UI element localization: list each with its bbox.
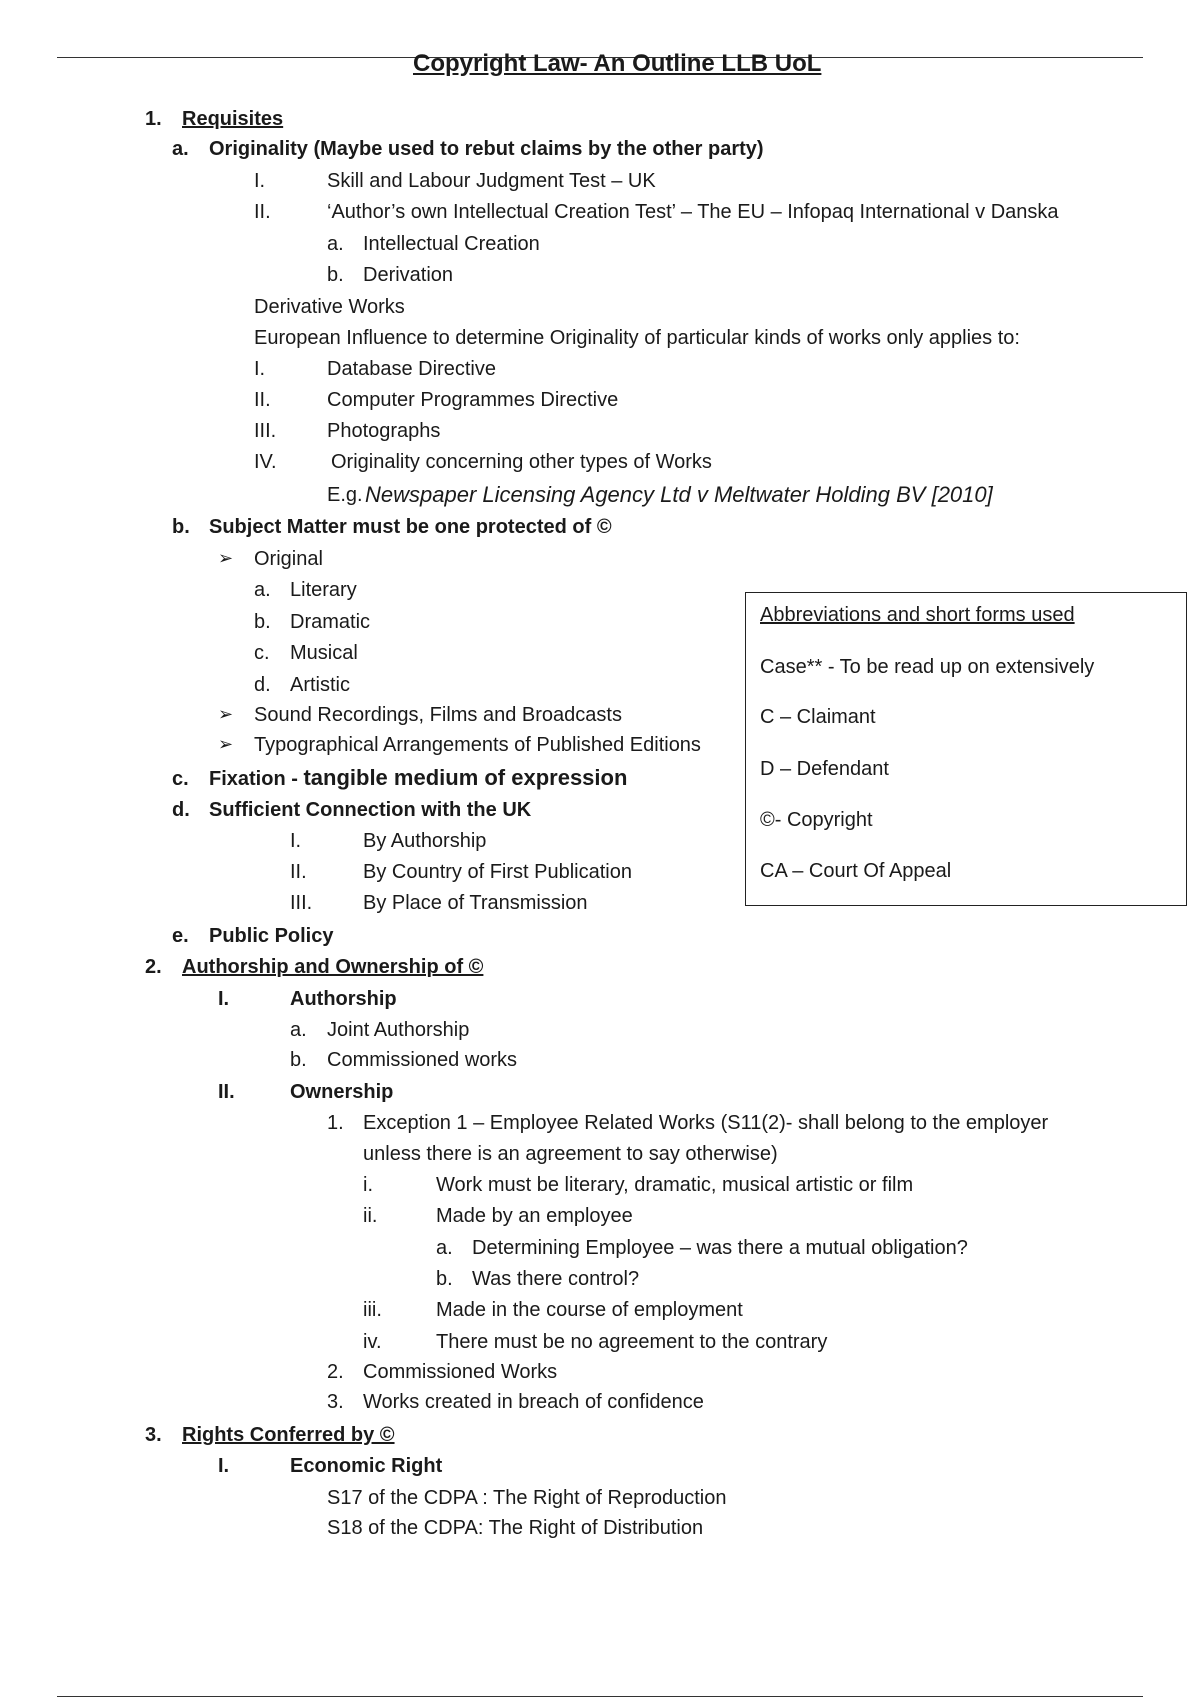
letter-label: a.: [254, 579, 271, 601]
list-item: Typographical Arrangements of Published Editions: [254, 734, 701, 756]
list-item: Work must be literary, dramatic, musical artistic or film: [436, 1174, 914, 1196]
list-item: Musical: [290, 642, 358, 664]
item-d-label: d.: [172, 799, 190, 821]
roman-numeral: i.: [363, 1174, 373, 1196]
arrow-bullet-icon: ➢: [218, 548, 234, 568]
section-1-number: 1.: [145, 108, 162, 130]
arrow-bullet-icon: ➢: [218, 704, 234, 724]
item-c-text: [209, 767, 627, 789]
list-item: ‘Author’s own Intellectual Creation Test’ – The EU – Infopaq International v Danska: [327, 201, 1059, 223]
letter-label: b.: [327, 264, 344, 286]
list-item: Database Directive: [327, 358, 496, 380]
roman-numeral: iv.: [363, 1331, 382, 1353]
roman-numeral: III.: [254, 420, 277, 442]
abbreviations-box: [745, 592, 1187, 906]
roman-numeral: II.: [218, 1081, 235, 1103]
roman-numeral: II.: [254, 201, 271, 223]
abbreviation-item: D – Defendant: [760, 758, 889, 780]
item-a-label: a.: [172, 138, 189, 160]
list-item: Intellectual Creation: [363, 233, 540, 255]
number-label: 3.: [327, 1391, 344, 1413]
letter-label: b.: [436, 1268, 453, 1290]
footer-rule: [57, 1696, 1143, 1697]
list-item: Photographs: [327, 420, 441, 442]
list-item: By Place of Transmission: [363, 892, 588, 914]
roman-numeral: I.: [254, 358, 266, 380]
letter-label: b.: [290, 1049, 307, 1071]
item-e-text: Public Policy: [209, 925, 334, 947]
roman-numeral: I.: [218, 1455, 230, 1477]
roman-numeral: IV.: [254, 451, 277, 473]
list-item: Joint Authorship: [327, 1019, 470, 1041]
arrow-bullet-icon: ➢: [218, 734, 234, 754]
section-2-number: 2.: [145, 956, 162, 978]
item-d-text: Sufficient Connection with the UK: [209, 799, 532, 821]
item-b-text: Subject Matter must be one protected of ©: [209, 516, 612, 538]
roman-numeral: iii.: [363, 1299, 382, 1321]
number-label: 1.: [327, 1112, 344, 1134]
text-line: S18 of the CDPA: The Right of Distribution: [327, 1517, 704, 1539]
text-line: Derivative Works: [254, 296, 405, 318]
roman-numeral: III.: [290, 892, 313, 914]
subheading-economic-right: Economic Right: [290, 1455, 443, 1477]
section-3-heading: Rights Conferred by ©: [182, 1424, 395, 1446]
section-3-number: 3.: [145, 1424, 162, 1446]
subheading-authorship: Authorship: [290, 988, 397, 1010]
abbreviation-item: ©- Copyright: [760, 809, 873, 831]
page-title: Copyright Law- An Outline LLB UoL: [413, 50, 822, 77]
item-b-label: b.: [172, 516, 190, 538]
list-item: Derivation: [363, 264, 454, 286]
list-item: There must be no agreement to the contrary: [436, 1331, 828, 1353]
list-item: Was there control?: [472, 1268, 640, 1290]
example-prefix: E.g.: [327, 484, 363, 506]
letter-label: d.: [254, 674, 271, 696]
abbreviation-item: CA – Court Of Appeal: [760, 860, 952, 882]
list-item: Computer Programmes Directive: [327, 389, 619, 411]
list-item: By Authorship: [363, 830, 487, 852]
list-item: Determining Employee – was there a mutual obligation?: [472, 1237, 968, 1259]
list-item: Sound Recordings, Films and Broadcasts: [254, 704, 622, 726]
abbreviations-heading: Abbreviations and short forms used: [760, 604, 1075, 626]
list-item: Works created in breach of confidence: [363, 1391, 704, 1413]
letter-label: a.: [436, 1237, 453, 1259]
roman-numeral: I.: [218, 988, 230, 1010]
letter-label: b.: [254, 611, 271, 633]
item-a-text: Originality (Maybe used to rebut claims by the other party): [209, 138, 764, 160]
section-1-heading: Requisites: [182, 108, 284, 130]
subheading-ownership: Ownership: [290, 1081, 394, 1103]
example-case: Newspaper Licensing Agency Ltd v Meltwater Holding BV [2010]: [365, 482, 993, 507]
abbreviation-item: Case** - To be read up on extensively: [760, 656, 1095, 678]
list-item: Commissioned Works: [363, 1361, 558, 1383]
list-item: Literary: [290, 579, 357, 601]
list-item: Made in the course of employment: [436, 1299, 743, 1321]
letter-label: a.: [327, 233, 344, 255]
roman-numeral: I.: [290, 830, 302, 852]
text-line: European Influence to determine Originality of particular kinds of works only applies to:: [254, 327, 1020, 349]
list-item: Artistic: [290, 674, 350, 696]
list-item: Made by an employee: [436, 1205, 633, 1227]
list-item: Exception 1 – Employee Related Works (S11(2)- shall belong to the employer: [363, 1112, 1049, 1134]
letter-label: a.: [290, 1019, 307, 1041]
roman-numeral: II.: [254, 389, 271, 411]
list-item-continuation: unless there is an agreement to say otherwise): [363, 1143, 778, 1165]
roman-numeral: II.: [290, 861, 307, 883]
list-item: Original: [254, 548, 323, 570]
letter-label: c.: [254, 642, 270, 664]
list-item: Dramatic: [290, 611, 371, 633]
item-c-emphasis: tangible medium of expression: [303, 765, 628, 790]
list-item: Skill and Labour Judgment Test – UK: [327, 170, 656, 192]
text-line: S17 of the CDPA : The Right of Reproduction: [327, 1487, 727, 1509]
item-e-label: e.: [172, 925, 189, 947]
list-item: Originality concerning other types of Works: [331, 451, 712, 473]
abbreviation-item: C – Claimant: [760, 706, 876, 728]
list-item: Commissioned works: [327, 1049, 518, 1071]
item-c-lead: Fixation -: [209, 768, 304, 790]
roman-numeral: I.: [254, 170, 266, 192]
number-label: 2.: [327, 1361, 344, 1383]
item-c-label: c.: [172, 768, 189, 790]
section-2-heading: Authorship and Ownership of ©: [182, 956, 484, 978]
roman-numeral: ii.: [363, 1205, 378, 1227]
list-item: By Country of First Publication: [363, 861, 632, 883]
